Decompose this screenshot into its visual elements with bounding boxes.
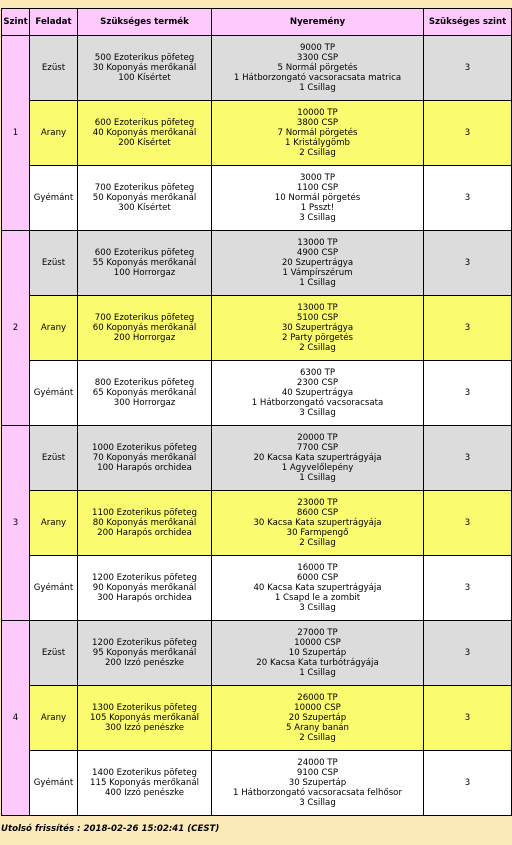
products-cell bbox=[78, 296, 212, 361]
product-line: 700 Ezoterikus pöfeteg bbox=[94, 313, 195, 323]
rewards-cell bbox=[212, 751, 424, 816]
rewards-cell bbox=[212, 296, 424, 361]
products-cell bbox=[78, 231, 212, 296]
products-cell bbox=[78, 426, 212, 491]
product-line: 300 Horrorgaz bbox=[113, 398, 176, 408]
last-updated: Utolsó frissítés : 2018-02-26 15:02:41 (CEST) bbox=[1, 824, 220, 834]
product-line: 700 Ezoterikus pöfeteg bbox=[94, 183, 195, 193]
reward-line: 1 Csapd le a zombit bbox=[274, 593, 361, 603]
reward-line: 8600 CSP bbox=[296, 508, 339, 518]
reward-line: 1 Vámpírszérum bbox=[282, 268, 353, 278]
reward-line: 30 Kacsa Kata szupertrágyája bbox=[253, 518, 382, 528]
reward-line: 26000 TP bbox=[297, 693, 338, 703]
rewards-cell bbox=[212, 36, 424, 101]
reward-line: 3 Csillag bbox=[299, 408, 336, 418]
products-cell bbox=[78, 751, 212, 816]
rewards-table bbox=[1, 8, 512, 816]
required-level-cell: 3 bbox=[424, 231, 512, 296]
products-cell bbox=[78, 36, 212, 101]
reward-line: 30 Szupertáp bbox=[288, 778, 347, 788]
product-line: 1100 Ezoterikus pöfeteg bbox=[92, 508, 197, 518]
product-line: 800 Ezoterikus pöfeteg bbox=[94, 378, 195, 388]
reward-line: 2 Party pörgetés bbox=[282, 333, 353, 343]
rewards-cell bbox=[212, 491, 424, 556]
table-body bbox=[2, 36, 512, 816]
required-level-cell: 3 bbox=[424, 426, 512, 491]
reward-line: 27000 TP bbox=[297, 628, 338, 638]
reward-line: 1 Csillag bbox=[299, 83, 336, 93]
product-line: 105 Koponyás merőkanál bbox=[90, 713, 199, 723]
product-line: 500 Ezoterikus pöfeteg bbox=[94, 53, 195, 63]
task-name-cell: Arany bbox=[30, 686, 78, 751]
required-level-cell: 3 bbox=[424, 621, 512, 686]
reward-line: 20 Szupertáp bbox=[288, 713, 347, 723]
reward-line: 2300 CSP bbox=[296, 378, 339, 388]
product-line: 200 Izzó penészke bbox=[104, 658, 185, 668]
reward-line: 2 Csillag bbox=[299, 538, 336, 548]
required-level-cell: 3 bbox=[424, 491, 512, 556]
task-name-cell: Gyémánt bbox=[30, 751, 78, 816]
products-cell bbox=[78, 361, 212, 426]
rewards-cell bbox=[212, 361, 424, 426]
product-line: 100 Harapós orchidea bbox=[97, 463, 192, 473]
reward-line: 1 Hátborzongató vacsoracsata felhősor bbox=[233, 788, 402, 798]
table-row bbox=[2, 361, 512, 426]
product-line: 30 Koponyás merőkanál bbox=[92, 63, 197, 73]
reward-line: 10 Szupertáp bbox=[288, 648, 347, 658]
product-line: 115 Koponyás merőkanál bbox=[90, 778, 199, 788]
reward-line: 3800 CSP bbox=[296, 118, 339, 128]
header-level: Szint bbox=[2, 9, 30, 36]
product-line: 1300 Ezoterikus pöfeteg bbox=[92, 703, 197, 713]
task-name-cell: Arany bbox=[30, 491, 78, 556]
reward-line: 1 Hátborzongató vacsoracsata bbox=[251, 398, 384, 408]
product-line: 1200 Ezoterikus pöfeteg bbox=[92, 638, 197, 648]
rewards-cell bbox=[212, 166, 424, 231]
reward-line: 5 Arany banán bbox=[285, 723, 350, 733]
product-line: 200 Harapós orchidea bbox=[97, 528, 192, 538]
required-level-cell: 3 bbox=[424, 36, 512, 101]
required-level-cell: 3 bbox=[424, 751, 512, 816]
products-cell bbox=[78, 491, 212, 556]
product-line: 80 Koponyás merőkanál bbox=[92, 518, 197, 528]
task-name-cell: Gyémánt bbox=[30, 556, 78, 621]
product-line: 100 Kísértet bbox=[118, 73, 171, 83]
reward-line: 7700 CSP bbox=[296, 443, 339, 453]
reward-line: 23000 TP bbox=[297, 498, 338, 508]
table-row bbox=[2, 231, 512, 296]
rewards-cell bbox=[212, 556, 424, 621]
reward-line: 13000 TP bbox=[297, 238, 338, 248]
reward-line: 3300 CSP bbox=[296, 53, 339, 63]
product-line: 50 Koponyás merőkanál bbox=[92, 193, 197, 203]
content-wrapper bbox=[0, 8, 512, 816]
table-row bbox=[2, 491, 512, 556]
reward-line: 1 Csillag bbox=[299, 278, 336, 288]
task-name-cell: Ezüst bbox=[30, 36, 78, 101]
table-row bbox=[2, 296, 512, 361]
rewards-cell bbox=[212, 686, 424, 751]
products-cell bbox=[78, 686, 212, 751]
reward-line: 30 Farmpengő bbox=[286, 528, 349, 538]
reward-line: 3 Csillag bbox=[299, 603, 336, 613]
product-line: 200 Kísértet bbox=[118, 138, 171, 148]
reward-line: 1100 CSP bbox=[296, 183, 339, 193]
rewards-cell bbox=[212, 101, 424, 166]
level-cell: 4 bbox=[2, 621, 30, 816]
product-line: 65 Koponyás merőkanál bbox=[92, 388, 197, 398]
table-row bbox=[2, 751, 512, 816]
reward-line: 1 Psszt! bbox=[300, 203, 335, 213]
reward-line: 1 Agyvelőlepény bbox=[281, 463, 354, 473]
required-level-cell: 3 bbox=[424, 556, 512, 621]
reward-line: 1 Csillag bbox=[299, 668, 336, 678]
rewards-cell bbox=[212, 621, 424, 686]
reward-line: 40 Kacsa Kata szupertrágyája bbox=[253, 583, 382, 593]
header-row bbox=[2, 9, 512, 36]
required-level-cell: 3 bbox=[424, 686, 512, 751]
reward-line: 13000 TP bbox=[297, 303, 338, 313]
reward-line: 20 Kacsa Kata szupertrágyája bbox=[253, 453, 382, 463]
task-name-cell: Ezüst bbox=[30, 231, 78, 296]
table-row bbox=[2, 36, 512, 101]
reward-line: 10000 TP bbox=[297, 108, 338, 118]
header-products: Szükséges termék bbox=[78, 9, 212, 36]
products-cell bbox=[78, 621, 212, 686]
reward-line: 10000 CSP bbox=[294, 703, 341, 713]
rewards-cell bbox=[212, 231, 424, 296]
reward-line: 9000 TP bbox=[299, 43, 336, 53]
reward-line: 30 Szupertrágya bbox=[281, 323, 354, 333]
task-name-cell: Gyémánt bbox=[30, 166, 78, 231]
table-row bbox=[2, 686, 512, 751]
reward-line: 1 Hátborzongató vacsoracsata matrica bbox=[233, 73, 402, 83]
product-line: 1400 Ezoterikus pöfeteg bbox=[92, 768, 197, 778]
product-line: 70 Koponyás merőkanál bbox=[92, 453, 197, 463]
table-row bbox=[2, 166, 512, 231]
product-line: 300 Kísértet bbox=[118, 203, 171, 213]
product-line: 40 Koponyás merőkanál bbox=[92, 128, 197, 138]
header-task: Feladat bbox=[30, 9, 78, 36]
reward-line: 3000 TP bbox=[299, 173, 336, 183]
reward-line: 2 Csillag bbox=[299, 343, 336, 353]
task-name-cell: Ezüst bbox=[30, 621, 78, 686]
required-level-cell: 3 bbox=[424, 361, 512, 426]
table-row bbox=[2, 556, 512, 621]
reward-line: 4900 CSP bbox=[296, 248, 339, 258]
task-name-cell: Gyémánt bbox=[30, 361, 78, 426]
reward-line: 24000 TP bbox=[297, 758, 338, 768]
reward-line: 9100 CSP bbox=[296, 768, 339, 778]
level-cell: 1 bbox=[2, 36, 30, 231]
product-line: 600 Ezoterikus pöfeteg bbox=[94, 248, 195, 258]
product-line: 300 Izzó penészke bbox=[104, 723, 185, 733]
header-required-level: Szükséges szint bbox=[424, 9, 512, 36]
table-row bbox=[2, 426, 512, 491]
products-cell bbox=[78, 166, 212, 231]
reward-line: 1 Csillag bbox=[299, 473, 336, 483]
reward-line: 5 Normál pörgetés bbox=[277, 63, 358, 73]
level-cell: 2 bbox=[2, 231, 30, 426]
product-line: 600 Ezoterikus pöfeteg bbox=[94, 118, 195, 128]
table-row bbox=[2, 101, 512, 166]
header-rewards: Nyeremény bbox=[212, 9, 424, 36]
product-line: 90 Koponyás merőkanál bbox=[92, 583, 197, 593]
product-line: 1200 Ezoterikus pöfeteg bbox=[92, 573, 197, 583]
required-level-cell: 3 bbox=[424, 101, 512, 166]
products-cell bbox=[78, 556, 212, 621]
reward-line: 7 Normál pörgetés bbox=[277, 128, 358, 138]
product-line: 100 Horrorgaz bbox=[113, 268, 176, 278]
reward-line: 3 Csillag bbox=[299, 213, 336, 223]
reward-line: 3 Csillag bbox=[299, 798, 336, 808]
reward-line: 2 Csillag bbox=[299, 733, 336, 743]
product-line: 60 Koponyás merőkanál bbox=[92, 323, 197, 333]
task-name-cell: Arany bbox=[30, 101, 78, 166]
reward-line: 20000 TP bbox=[297, 433, 338, 443]
product-line: 95 Koponyás merőkanál bbox=[92, 648, 197, 658]
product-line: 200 Horrorgaz bbox=[113, 333, 176, 343]
reward-line: 6300 TP bbox=[299, 368, 336, 378]
task-name-cell: Ezüst bbox=[30, 426, 78, 491]
rewards-cell bbox=[212, 426, 424, 491]
reward-line: 40 Szupertrágya bbox=[281, 388, 354, 398]
required-level-cell: 3 bbox=[424, 296, 512, 361]
level-cell: 3 bbox=[2, 426, 30, 621]
reward-line: 20 Kacsa Kata turbótrágyája bbox=[256, 658, 379, 668]
reward-line: 6000 CSP bbox=[296, 573, 339, 583]
product-line: 1000 Ezoterikus pöfeteg bbox=[92, 443, 197, 453]
reward-line: 10 Normál pörgetés bbox=[274, 193, 361, 203]
reward-line: 20 Szupertrágya bbox=[281, 258, 354, 268]
products-cell bbox=[78, 101, 212, 166]
table-row bbox=[2, 621, 512, 686]
reward-line: 5100 CSP bbox=[296, 313, 339, 323]
reward-line: 2 Csillag bbox=[299, 148, 336, 158]
reward-line: 16000 TP bbox=[297, 563, 338, 573]
reward-line: 10000 CSP bbox=[294, 638, 341, 648]
reward-line: 1 Kristálygömb bbox=[285, 138, 350, 148]
product-line: 300 Harapós orchidea bbox=[97, 593, 192, 603]
product-line: 55 Koponyás merőkanál bbox=[92, 258, 197, 268]
product-line: 400 Izzó penészke bbox=[104, 788, 185, 798]
required-level-cell: 3 bbox=[424, 166, 512, 231]
task-name-cell: Arany bbox=[30, 296, 78, 361]
